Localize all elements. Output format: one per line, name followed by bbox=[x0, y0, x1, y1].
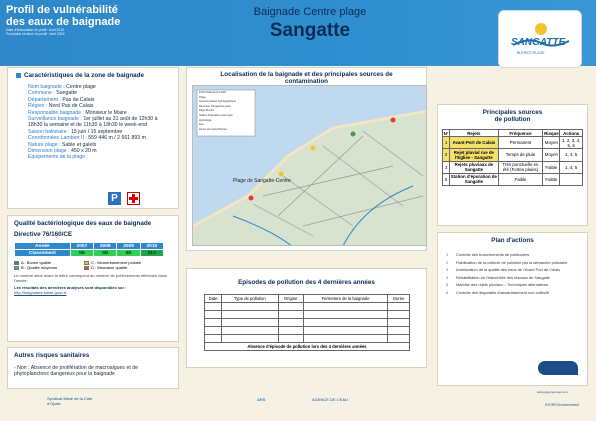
table-row bbox=[443, 161, 583, 173]
episodes-panel bbox=[186, 268, 427, 368]
footer-logo-hydro: HYDRO Environnement bbox=[545, 403, 579, 407]
zone-field-value: Sable et galets bbox=[62, 141, 97, 148]
zone-field-key: Dimension plage bbox=[28, 148, 67, 155]
map-legend bbox=[199, 91, 254, 132]
ep-col: Origine bbox=[278, 295, 303, 303]
source-cell-n: 3 bbox=[443, 161, 450, 173]
table-row bbox=[205, 319, 410, 327]
zone-field-value: 450 x 20 m bbox=[70, 148, 97, 155]
zone-field-sep: : bbox=[66, 148, 71, 155]
header-title-line1: Profil de vulnérabilité bbox=[6, 4, 118, 16]
class-cell: 21A bbox=[140, 250, 163, 257]
zone-field-key: Coordonnées Lambert II bbox=[28, 135, 84, 142]
table-row bbox=[443, 173, 583, 185]
header-date2: Prochaine révision du profil : Avril 2015 bbox=[6, 32, 65, 36]
source-cell-freq: Très ponctuelle en été (Fortes pluies) bbox=[498, 161, 543, 173]
ep-col: Durée bbox=[388, 295, 410, 303]
plan-items bbox=[446, 253, 579, 296]
ep-col: Date bbox=[205, 295, 222, 303]
source-cell-rejet: Rejets pluviaux de Sangatte bbox=[450, 161, 498, 173]
col-freq: Fréquence bbox=[498, 130, 543, 137]
map-legend-item: Rejet Pluvial bbox=[199, 109, 214, 113]
table-row bbox=[205, 335, 410, 343]
header-title-line2: des eaux de baignade bbox=[6, 16, 121, 28]
zone-title: Caractéristiques de la zone de baignade bbox=[24, 72, 145, 79]
source-cell-risk: Faible bbox=[543, 173, 560, 185]
plan-item-text: Amélioration de la qualité des eaux de l'Avant Port de Calais bbox=[456, 267, 561, 273]
ep-col: Type de pollution bbox=[222, 295, 279, 303]
zone-field bbox=[28, 116, 170, 129]
class-cell: 9B bbox=[117, 250, 140, 257]
col-risk: Risque bbox=[544, 130, 559, 136]
year-cell: 2007 bbox=[70, 243, 93, 250]
map-legend-item: Rue bbox=[199, 123, 204, 127]
source-cell-actions: 1, 4, 5 bbox=[560, 161, 583, 173]
legend-d: D : Mauvaise qualité bbox=[84, 265, 164, 270]
episodes-header-row bbox=[205, 295, 410, 303]
header-left bbox=[6, 4, 120, 36]
zone-field-sep: : bbox=[66, 128, 71, 135]
quality-years-row bbox=[15, 243, 164, 250]
quality-legend bbox=[14, 260, 172, 270]
source-cell-risk: Faible bbox=[543, 161, 560, 173]
source-cell-rejet: Rejet pluvial rue de l'Eglise - Sangatte bbox=[450, 149, 498, 161]
zone-field-sep: : bbox=[57, 141, 63, 148]
year-cell: 2010 bbox=[140, 243, 163, 250]
zone-field-sep: : bbox=[61, 84, 67, 90]
zone-field-key: Région bbox=[28, 103, 45, 110]
zone-field-key: Saison balnéaire bbox=[28, 128, 67, 135]
footer-logo-ars: ARS bbox=[257, 397, 266, 402]
quality-directive: Directive 76/160/CE bbox=[14, 231, 73, 238]
girger-logo bbox=[538, 361, 578, 375]
zone-field-value: 15 juin / 15 septembre bbox=[70, 128, 123, 135]
zone-field-value: Pas de Calais bbox=[62, 96, 95, 103]
table-row bbox=[205, 303, 410, 311]
zone-field-key: Nature plage bbox=[28, 141, 58, 148]
quality-class-row bbox=[15, 250, 164, 257]
table-row bbox=[443, 137, 583, 149]
plan-item-number: 6 bbox=[446, 289, 449, 295]
source-cell-freq: Faible bbox=[498, 173, 543, 185]
logo-sub: BLERIOT-PLAGE bbox=[517, 51, 545, 55]
source-cell-freq: Temps de pluie bbox=[498, 149, 543, 161]
plan-item bbox=[446, 261, 579, 266]
plan-item bbox=[446, 276, 579, 281]
zone-field-sep: : bbox=[58, 96, 63, 103]
zone-field-sep: : bbox=[81, 109, 86, 116]
map-legend-item: Zones de rejets Pluviaux bbox=[199, 127, 228, 131]
zone-field-value: Monsieur le Maire bbox=[85, 109, 127, 116]
zone-field-value: 559 446 m / 2 661 893 m bbox=[88, 135, 146, 142]
quality-table bbox=[14, 242, 164, 257]
map-legend-item: Plage bbox=[199, 95, 206, 99]
zone-panel bbox=[7, 67, 179, 209]
plan-item-number: 5 bbox=[446, 282, 449, 288]
risks-title: Autres risques sanitaires bbox=[14, 352, 90, 359]
zone-field-key: Nom baignade bbox=[28, 84, 62, 90]
header-center bbox=[210, 6, 410, 43]
zone-field-sep: : bbox=[83, 135, 89, 142]
sources-body bbox=[443, 137, 583, 186]
plan-item-text: Fiabilisation de la collecte de pollution par la démarche pollutaire bbox=[456, 259, 568, 265]
source-cell-actions: 1, 2, 3, 4, 5, 6 bbox=[560, 137, 583, 149]
footer-logo-syndicat: Syndicat Mixte de la Côte d'Opale bbox=[47, 396, 93, 406]
zone-field-key: Surveillance baignade bbox=[28, 116, 80, 123]
episodes-table bbox=[204, 294, 410, 351]
source-cell-n: 2 bbox=[443, 149, 450, 161]
zone-field-value: Centre plage bbox=[66, 84, 96, 90]
plan-item-number: 2 bbox=[446, 259, 449, 265]
map-title-line1: Localisation de la baignade et des principales sources de bbox=[220, 71, 393, 78]
quality-link-label: Les résultats des dernières analyses sont disponibles sur : bbox=[14, 285, 127, 290]
col-actions: Actions bbox=[560, 130, 583, 137]
source-cell-rejet: Station d'épuration de Sangatte bbox=[450, 174, 497, 185]
legend-a: A : Bonne qualité bbox=[14, 260, 84, 265]
plan-item-number: 4 bbox=[446, 274, 449, 280]
first-aid-icon bbox=[127, 192, 140, 205]
col-n: N° bbox=[443, 130, 449, 136]
map-legend-item: Hydrologie bbox=[199, 118, 212, 122]
class-label: Classement bbox=[15, 250, 71, 257]
plan-item-number: 1 bbox=[446, 252, 449, 257]
footer-logo-agence: AGENCE DE L'EAU bbox=[312, 397, 348, 402]
parking-icon: P bbox=[108, 192, 121, 205]
plan-item-text: Contrôle des dispositifs d'assainissement non collectif bbox=[456, 289, 549, 295]
source-cell-freq: Permanent bbox=[498, 137, 543, 149]
source-cell-n: 5 bbox=[443, 173, 450, 185]
col-rejets: Rejets bbox=[450, 130, 498, 137]
plan-item-text: Réhabilitation de l'étanchéité des réseaux de Sangatte bbox=[456, 274, 550, 280]
sangatte-logo bbox=[498, 10, 582, 68]
episodes-title: Episodes de pollution des 4 dernières années bbox=[238, 279, 375, 286]
map-legend-item: Déversoir d'orage/trop plein bbox=[199, 104, 231, 108]
plan-item bbox=[446, 268, 579, 273]
sources-panel bbox=[437, 104, 588, 226]
plan-item bbox=[446, 291, 579, 296]
episodes-footer: Absence d'épisode de pollution lors des 4 dernières années bbox=[205, 343, 410, 351]
map-image[interactable] bbox=[192, 85, 427, 246]
source-cell-risk: Moyen bbox=[543, 137, 560, 149]
sources-title-line1: Principales sources bbox=[482, 109, 543, 116]
quality-title: Qualité bactériologique des eaux de baignade bbox=[14, 220, 152, 227]
years-label: Année bbox=[15, 243, 71, 250]
source-cell-risk: Moyen bbox=[543, 149, 560, 161]
plan-item-text: Contrôle des branchements de particuliers bbox=[456, 252, 530, 257]
plan-item bbox=[446, 253, 579, 258]
plan-item-text: Maîtrise des rejets pluviaux – Techniques alternatives bbox=[456, 282, 549, 288]
zone-field-sep: : bbox=[44, 103, 49, 110]
equipment-icons bbox=[108, 192, 140, 205]
zone-field-value: Sangatte bbox=[56, 90, 78, 97]
bullet-icon bbox=[16, 73, 21, 78]
zone-field-sep: : bbox=[51, 90, 57, 97]
legend-c: C : Momentanément polluée bbox=[84, 260, 164, 265]
class-cell: 9B bbox=[70, 250, 93, 257]
class-cell: 9B bbox=[94, 250, 117, 257]
table-row bbox=[205, 327, 410, 335]
zone-field-key: Commune bbox=[28, 90, 52, 97]
zone-field-sep: : bbox=[79, 116, 84, 123]
sources-title-line2: de pollution bbox=[494, 116, 531, 123]
table-row bbox=[443, 149, 583, 161]
plan-title: Plan d'actions bbox=[491, 237, 534, 244]
header-main-title: Sangatte bbox=[269, 20, 351, 41]
year-cell: 2008 bbox=[94, 243, 117, 250]
header-date1: Date d'élaboration du profil : Avril 2010 bbox=[6, 28, 65, 32]
zone-header bbox=[16, 72, 170, 79]
zone-field bbox=[28, 154, 170, 160]
map-legend-item: Station d'épuration avec rejet bbox=[199, 113, 233, 117]
quality-link[interactable]: http://baignades.sante.gouv.fr bbox=[14, 290, 67, 295]
source-cell-actions bbox=[560, 173, 583, 185]
zone-field-value: 1er juillet au 31 août de 12h30 à 18h30 la semaine et de 11h30 à 18h30 le week-end bbox=[28, 116, 158, 129]
episodes-footer-row bbox=[205, 343, 410, 351]
zone-field-key: Responsable baignade bbox=[28, 109, 82, 116]
footer-logo-girger: www.girgergroupe.com bbox=[537, 390, 568, 394]
zone-field-value: Nord Pas de Calais bbox=[48, 103, 94, 110]
plan-panel bbox=[437, 232, 588, 386]
zone-fields bbox=[16, 84, 170, 161]
map-legend-item: Point Prélèvement ARS bbox=[199, 91, 227, 94]
sources-header-row bbox=[443, 130, 583, 137]
zone-field-key: Equipements de la plage bbox=[28, 154, 86, 161]
risks-panel bbox=[7, 347, 179, 389]
map-legend-item: Sources réseau hydrographique bbox=[199, 100, 236, 104]
map-town-label: Plage de Sangatte-Centre bbox=[233, 178, 291, 184]
map-title-line2: contamination bbox=[284, 78, 329, 85]
ep-col: Fermeture de la baignade bbox=[303, 295, 388, 303]
risks-text: - Non : Absence de prolifération de macroalgues et de phytoplanctons dangereux pour la baignade bbox=[14, 365, 138, 378]
logo-text: SANGATTE bbox=[511, 37, 566, 48]
quality-note: Le nombre situé avant la lettre correspond au nombre de prélèvements effectués dans l'année. bbox=[14, 273, 167, 283]
zone-field-key: Département bbox=[28, 96, 58, 103]
source-cell-rejet: Avant-Port de Calais bbox=[450, 137, 498, 149]
plan-item bbox=[446, 283, 579, 288]
year-cell: 2009 bbox=[117, 243, 140, 250]
source-cell-actions: 1, 4, 5 bbox=[560, 149, 583, 161]
table-row bbox=[205, 311, 410, 319]
header-subtitle: Baignade Centre plage bbox=[253, 6, 367, 18]
zone-field-sep: : bbox=[85, 154, 88, 161]
sources-table bbox=[442, 129, 583, 186]
legend-b: B : Qualité moyenne bbox=[14, 265, 84, 270]
plan-item-number: 3 bbox=[446, 267, 449, 273]
quality-panel bbox=[7, 215, 179, 342]
source-cell-n: 1 bbox=[443, 137, 450, 149]
